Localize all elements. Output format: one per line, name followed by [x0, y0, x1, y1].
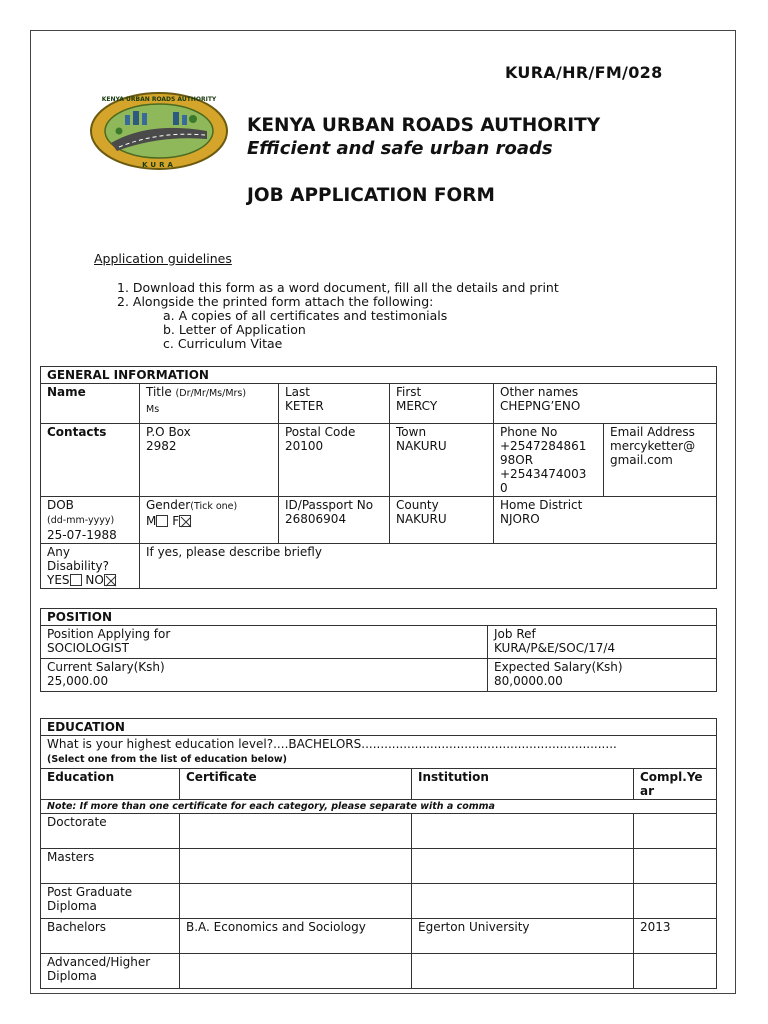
county-value: NAKURU	[396, 512, 447, 526]
education-level: Bachelors	[41, 919, 180, 954]
disability-description-field[interactable]: If yes, please describe briefly	[140, 544, 717, 589]
current-salary-label: Current Salary(Ksh)	[47, 660, 165, 674]
guideline-subitem: c. Curriculum Vitae	[163, 336, 283, 351]
contacts-label: Contacts	[41, 424, 140, 497]
phone-label: Phone No	[500, 425, 558, 439]
gender-male-label: M	[146, 514, 157, 528]
phone-value-line: +2547284861	[500, 439, 587, 453]
dob-value: 25-07-1988	[47, 528, 117, 542]
town-value: NAKURU	[396, 439, 447, 453]
county-label: County	[396, 498, 439, 512]
year-cell[interactable]	[634, 954, 717, 989]
table-row	[41, 884, 717, 919]
guideline-item: 1. Download this form as a word document, fill all the details and print	[117, 280, 559, 295]
table-row	[41, 849, 717, 884]
logo-bottom-text: KURA	[142, 161, 176, 169]
email-value-line: gmail.com	[610, 453, 673, 467]
institution-cell[interactable]	[412, 814, 634, 849]
gender-female-label: F	[172, 514, 180, 528]
disability-no-label: NO	[85, 573, 104, 587]
last-name-value: KETER	[285, 399, 324, 413]
gender-male-checkbox[interactable]	[156, 515, 168, 527]
checked-cross-icon	[105, 575, 117, 587]
guideline-subitem: a. A copies of all certificates and testimonials	[163, 308, 448, 323]
highest-level-question: What is your highest education level?....BACHELORS...................................................................	[47, 737, 617, 751]
id-passport-value: 26806904	[285, 512, 347, 526]
col-completion-year: Compl.Ye ar	[634, 769, 717, 800]
gender-female-checkbox[interactable]	[179, 515, 191, 527]
col-institution: Institution	[412, 769, 634, 800]
position-table	[40, 608, 717, 692]
email-value-line: mercyketter@	[610, 439, 696, 453]
disability-no-checkbox[interactable]	[104, 574, 116, 586]
certificate-cell[interactable]	[180, 954, 412, 989]
id-passport-field[interactable]	[279, 497, 390, 544]
expected-salary-label: Expected Salary(Ksh)	[494, 660, 623, 674]
position-applying-field[interactable]	[41, 626, 488, 659]
last-name-field[interactable]	[279, 384, 390, 424]
other-names-label: Other names	[500, 385, 579, 399]
organization-name: KENYA URBAN ROADS AUTHORITY	[247, 115, 601, 136]
year-cell[interactable]	[634, 814, 717, 849]
education-level-question	[41, 736, 717, 769]
title-label: Title	[146, 385, 172, 399]
col-education: Education	[41, 769, 180, 800]
education-level: Advanced/Higher Diploma	[41, 954, 180, 989]
logo-ring-text: KENYA URBAN ROADS AUTHORITY	[101, 96, 217, 103]
disability-yes-label: YES	[47, 573, 70, 587]
education-note: Note: If more than one certificate for each category, please separate with a comma	[41, 800, 717, 814]
guideline-subitem: b. Letter of Application	[163, 322, 306, 337]
table-row	[41, 814, 717, 849]
phone-value-line: 0	[500, 481, 508, 495]
table-row	[41, 954, 717, 989]
institution-cell[interactable]: Egerton University	[412, 919, 634, 954]
disability-field	[41, 544, 140, 589]
town-field[interactable]	[390, 424, 494, 497]
phone-field[interactable]	[494, 424, 604, 497]
county-field[interactable]	[390, 497, 494, 544]
table-row	[41, 919, 717, 954]
home-district-field[interactable]	[494, 497, 717, 544]
first-name-field[interactable]	[390, 384, 494, 424]
gender-hint: (Tick one)	[190, 501, 238, 512]
disability-label: Any	[47, 545, 70, 559]
guideline-item: 2. Alongside the printed form attach the following:	[117, 294, 434, 309]
education-header: EDUCATION	[41, 719, 717, 736]
certificate-cell[interactable]	[180, 814, 412, 849]
institution-cell[interactable]	[412, 849, 634, 884]
job-ref-field[interactable]	[488, 626, 717, 659]
email-field[interactable]	[604, 424, 717, 497]
title-value: Ms	[146, 404, 160, 415]
last-name-label: Last	[285, 385, 310, 399]
other-names-value: CHEPNG’ENO	[500, 399, 581, 413]
dob-label: DOB	[47, 498, 74, 512]
disability-label: Disability?	[47, 559, 109, 573]
guidelines-heading: Application guidelines	[94, 251, 232, 266]
po-box-label: P.O Box	[146, 425, 191, 439]
col-certificate: Certificate	[180, 769, 412, 800]
select-hint: (Select one from the list of education below)	[47, 754, 288, 765]
year-cell[interactable]	[634, 849, 717, 884]
job-ref-label: Job Ref	[494, 627, 536, 641]
first-name-label: First	[396, 385, 422, 399]
dob-field[interactable]	[41, 497, 140, 544]
position-header: POSITION	[41, 609, 717, 626]
po-box-value: 2982	[146, 439, 177, 453]
kura-logo	[89, 91, 229, 171]
postal-code-label: Postal Code	[285, 425, 356, 439]
institution-cell[interactable]	[412, 954, 634, 989]
job-ref-value: KURA/P&E/SOC/17/4	[494, 641, 616, 655]
position-applying-label: Position Applying for	[47, 627, 171, 641]
general-information-table	[40, 366, 717, 589]
certificate-cell[interactable]: B.A. Economics and Sociology	[180, 919, 412, 954]
town-label: Town	[396, 425, 427, 439]
education-level: Doctorate	[41, 814, 180, 849]
organization-motto: Efficient and safe urban roads	[247, 138, 553, 159]
home-district-value: NJORO	[500, 512, 540, 526]
year-cell[interactable]: 2013	[634, 919, 717, 954]
id-passport-label: ID/Passport No	[285, 498, 374, 512]
dob-hint: (dd-mm-yyyy)	[47, 515, 115, 526]
general-information-header: GENERAL INFORMATION	[41, 367, 717, 384]
form-title: JOB APPLICATION FORM	[247, 185, 495, 206]
gender-label: Gender	[146, 498, 191, 512]
education-level: Masters	[41, 849, 180, 884]
checked-cross-icon	[180, 516, 192, 528]
certificate-cell[interactable]	[180, 849, 412, 884]
expected-salary-field[interactable]	[488, 659, 717, 692]
title-field[interactable]	[140, 384, 279, 424]
education-table	[40, 718, 717, 989]
gender-field	[140, 497, 279, 544]
phone-value-line: +2543474003	[500, 467, 587, 481]
postal-code-field[interactable]	[279, 424, 390, 497]
education-level: Post Graduate Diploma	[41, 884, 180, 919]
document-reference: KURA/HR/FM/028	[505, 63, 663, 82]
postal-code-value: 20100	[285, 439, 324, 453]
form-page	[30, 30, 736, 994]
institution-cell[interactable]	[412, 884, 634, 919]
home-district-label: Home District	[500, 498, 583, 512]
current-salary-field[interactable]	[41, 659, 488, 692]
year-cell[interactable]	[634, 884, 717, 919]
disability-yes-checkbox[interactable]	[70, 574, 82, 586]
position-applying-value: SOCIOLOGIST	[47, 641, 129, 655]
expected-salary-value: 80,0000.00	[494, 674, 563, 688]
po-box-field[interactable]	[140, 424, 279, 497]
other-names-field[interactable]	[494, 384, 717, 424]
current-salary-value: 25,000.00	[47, 674, 109, 688]
certificate-cell[interactable]	[180, 884, 412, 919]
email-label: Email Address	[610, 425, 695, 439]
title-hint: (Dr/Mr/Ms/Mrs)	[175, 388, 247, 399]
first-name-value: MERCY	[396, 399, 438, 413]
name-label: Name	[41, 384, 140, 424]
phone-value-line: 98OR	[500, 453, 534, 467]
